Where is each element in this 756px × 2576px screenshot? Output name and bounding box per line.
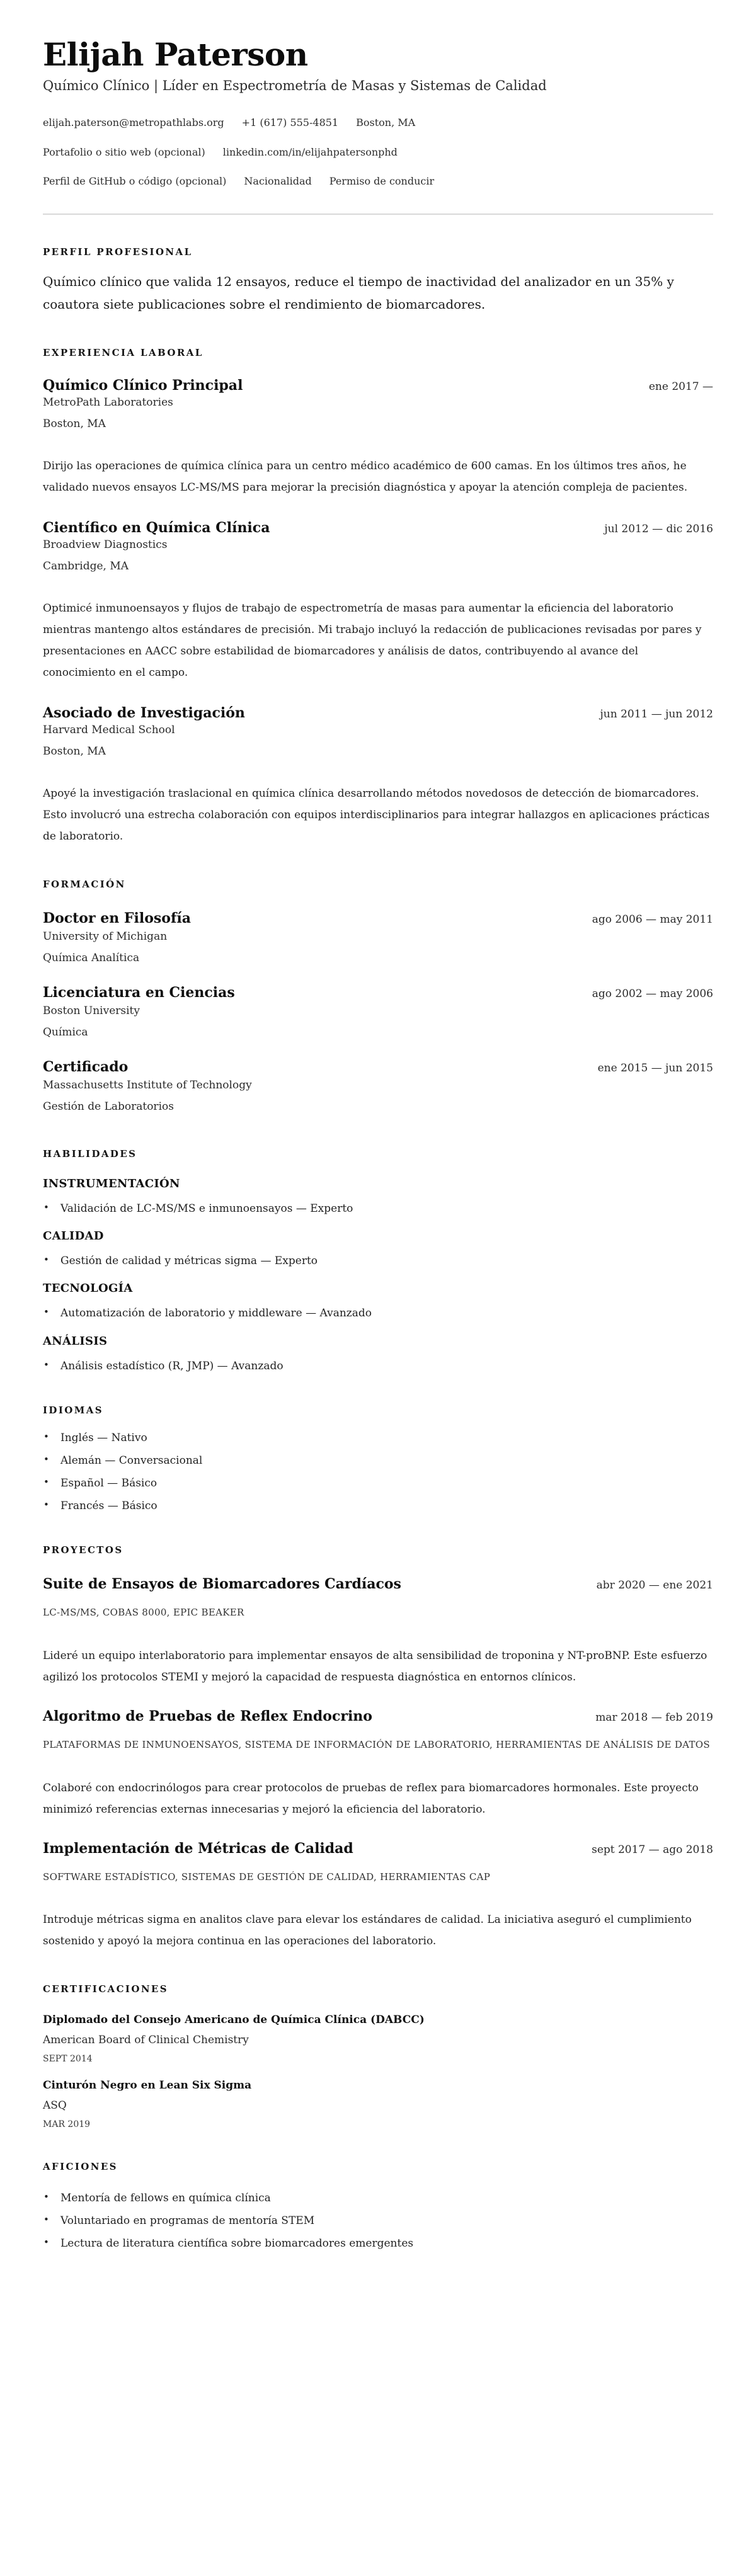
section-title-hobbies: AFICIONES	[43, 2161, 118, 2173]
degree-dates: ene 2015 — jun 2015	[597, 1062, 713, 1075]
contact-portfolio[interactable]: Portafolio o sitio web (opcional)	[43, 145, 205, 158]
job-title: Científico en Química Clínica	[43, 520, 270, 537]
hobby-item: • Mentoría de fellows en química clínica	[43, 2191, 713, 2205]
certification-date: SEPT 2014	[43, 2054, 93, 2065]
job-location: Cambridge, MA	[43, 560, 129, 573]
skill-group	[43, 1177, 713, 1216]
skill-item: • Automatización de laboratorio y middleware — Avanzado	[43, 1306, 713, 1320]
project-entry	[43, 1840, 713, 1952]
skill-list	[43, 1306, 713, 1320]
hobby-list	[43, 2191, 713, 2250]
section-certifications	[43, 1983, 713, 2129]
project-name: Algoritmo de Pruebas de Reflex Endocrino	[43, 1707, 372, 1724]
degree-dates: ago 2002 — may 2006	[592, 988, 713, 1001]
contact-block	[43, 117, 713, 188]
certification-issuer: American Board of Clinical Chemistry	[43, 2034, 249, 2047]
experience-entry	[43, 377, 713, 498]
section-title-profile: PERFIL PROFESIONAL	[43, 246, 193, 258]
job-company: Harvard Medical School	[43, 724, 175, 737]
job-description: Dirijo las operaciones de química clínica para un centro médico académico de 600 camas. En los últimos tres años, he validado nuevos ensayos LC-MS/MS para mejorar la precisión diagnóstica y apoyar la atención compleja de pacientes.	[43, 460, 688, 494]
contact-linkedin[interactable]: linkedin.com/in/elijahpatersonphd	[222, 145, 398, 158]
degree-field: Química Analítica	[43, 952, 140, 965]
school-name: Massachusetts Institute of Technology	[43, 1079, 252, 1092]
section-title-projects: PROYECTOS	[43, 1544, 123, 1556]
degree-title: Certificado	[43, 1059, 129, 1076]
hobby-item: • Lectura de literatura científica sobre biomarcadores emergentes	[43, 2237, 713, 2250]
section-languages	[43, 1405, 713, 1513]
skill-item: • Análisis estadístico (R, JMP) — Avanzado	[43, 1359, 713, 1373]
section-profile	[43, 246, 713, 316]
job-title: Asociado de Investigación	[43, 705, 245, 722]
skill-category: TECNOLOGÍA	[43, 1282, 133, 1296]
section-title-skills: HABILIDADES	[43, 1148, 137, 1160]
certification-entry	[43, 2014, 713, 2064]
project-entry	[43, 1576, 713, 1688]
degree-field: Gestión de Laboratorios	[43, 1100, 174, 1114]
project-dates: mar 2018 — feb 2019	[595, 1711, 713, 1724]
section-title-experience: EXPERIENCIA LABORAL	[43, 347, 203, 359]
contact-row-extra	[43, 175, 713, 188]
certification-entry	[43, 2079, 713, 2129]
skill-list	[43, 1254, 713, 1268]
contact-nationality: Nacionalidad	[244, 175, 312, 188]
resume-header	[43, 37, 713, 215]
profile-summary: Químico clínico que valida 12 ensayos, reduce el tiempo de inactividad del analizador en un 35% y coautora siete publicaciones sobre el rendimiento de biomarcadores.	[43, 274, 674, 312]
project-entry	[43, 1708, 713, 1820]
language-item: • Español — Básico	[43, 1476, 713, 1490]
language-item: • Francés — Básico	[43, 1499, 713, 1513]
job-dates: ene 2017 —	[648, 380, 713, 394]
job-title: Químico Clínico Principal	[43, 377, 243, 394]
skill-item: • Validación de LC-MS/MS e inmunoensayos — Experto	[43, 1202, 713, 1216]
section-hobbies	[43, 2161, 713, 2250]
job-description: Optimicé inmunoensayos y flujos de trabajo de espectrometría de masas para aumentar la eficiencia del laboratorio mientras mantengo altos estándares de precisión. Mi trabajo incluyó la redacción de publicaciones revisadas por pares y presentaciones en AACC sobre estabilidad de biomarcadores y análisis de datos, contribuyendo al avance del conocimiento en el campo.	[43, 602, 702, 680]
skill-group	[43, 1229, 713, 1268]
degree-title: Doctor en Filosofía	[43, 910, 192, 927]
education-entry	[43, 984, 713, 1039]
skill-list	[43, 1359, 713, 1373]
contact-row-primary	[43, 117, 713, 130]
job-location: Boston, MA	[43, 745, 106, 758]
candidate-headline: Químico Clínico | Líder en Espectrometría de Masas y Sistemas de Calidad	[43, 77, 547, 93]
job-dates: jul 2012 — dic 2016	[604, 523, 713, 536]
project-tech: SOFTWARE ESTADÍSTICO, SISTEMAS DE GESTIÓN DE CALIDAD, HERRAMIENTAS CAP	[43, 1871, 491, 1883]
contact-location: Boston, MA	[356, 116, 416, 128]
section-title-languages: IDIOMAS	[43, 1404, 103, 1416]
contact-email[interactable]: elijah.paterson@metropathlabs.org	[43, 116, 224, 128]
job-dates: jun 2011 — jun 2012	[600, 708, 713, 721]
project-dates: abr 2020 — ene 2021	[596, 1579, 713, 1592]
experience-entry	[43, 520, 713, 683]
degree-field: Química	[43, 1026, 88, 1039]
experience-entry	[43, 705, 713, 847]
skill-category: ANÁLISIS	[43, 1334, 108, 1348]
degree-dates: ago 2006 — may 2011	[592, 913, 713, 926]
skill-category: INSTRUMENTACIÓN	[43, 1177, 180, 1191]
skill-group	[43, 1282, 713, 1320]
certification-name: Cinturón Negro en Lean Six Sigma	[43, 2079, 252, 2092]
certification-date: MAR 2019	[43, 2119, 91, 2130]
job-company: Broadview Diagnostics	[43, 539, 168, 552]
section-projects	[43, 1544, 713, 1952]
certification-issuer: ASQ	[43, 2099, 67, 2112]
candidate-name: Elijah Paterson	[43, 36, 308, 73]
section-education	[43, 879, 713, 1113]
job-location: Boston, MA	[43, 418, 106, 431]
certification-name: Diplomado del Consejo Americano de Química Clínica (DABCC)	[43, 2014, 425, 2027]
section-title-certifications: CERTIFICACIONES	[43, 1983, 168, 1995]
education-entry	[43, 1059, 713, 1113]
language-item: • Inglés — Nativo	[43, 1431, 713, 1445]
language-list	[43, 1431, 713, 1513]
skill-group	[43, 1335, 713, 1373]
project-tech: LC-MS/MS, COBAS 8000, EPIC BEAKER	[43, 1607, 244, 1619]
education-entry	[43, 910, 713, 964]
project-description: Colaboré con endocrinólogos para crear protocolos de pruebas de reflex para biomarcadores hormonales. Este proyecto minimizó referencias externas innecesarias y mejoró la eficiencia del laboratorio.	[43, 1781, 699, 1816]
project-name: Suite de Ensayos de Biomarcadores Cardíacos	[43, 1576, 401, 1593]
section-skills	[43, 1148, 713, 1372]
contact-phone[interactable]: +1 (617) 555-4851	[241, 116, 339, 128]
degree-title: Licenciatura en Ciencias	[43, 984, 235, 1001]
hobby-item: • Voluntariado en programas de mentoría STEM	[43, 2214, 713, 2228]
skill-category: CALIDAD	[43, 1229, 104, 1243]
school-name: Boston University	[43, 1005, 140, 1018]
job-company: MetroPath Laboratories	[43, 396, 173, 409]
school-name: University of Michigan	[43, 930, 168, 943]
skill-list	[43, 1202, 713, 1216]
section-title-education: FORMACIÓN	[43, 879, 126, 891]
language-item: • Alemán — Conversacional	[43, 1454, 713, 1468]
contact-github[interactable]: Perfil de GitHub o código (opcional)	[43, 175, 227, 188]
header-divider	[43, 214, 713, 215]
project-tech: PLATAFORMAS DE INMUNOENSAYOS, SISTEMA DE INFORMACIÓN DE LABORATORIO, HERRAMIENTAS DE ANÁLISIS DE DATOS	[43, 1738, 710, 1750]
skill-item: • Gestión de calidad y métricas sigma — Experto	[43, 1254, 713, 1268]
contact-driving-license: Permiso de conducir	[329, 175, 435, 188]
job-description: Apoyé la investigación traslacional en química clínica desarrollando métodos novedosos de detección de biomarcadores. Esto involucró una estrecha colaboración con equipos interdisciplinarios para integrar hallazgos en aplicaciones prácticas de laboratorio.	[43, 787, 710, 843]
contact-row-links	[43, 146, 713, 159]
project-description: Introduje métricas sigma en analitos clave para elevar los estándares de calidad. La iniciativa aseguró el cumplimiento sostenido y apoyó la mejora continua en las operaciones del laboratorio.	[43, 1913, 692, 1948]
project-dates: sept 2017 — ago 2018	[592, 1843, 713, 1856]
section-experience	[43, 347, 713, 847]
project-name: Implementación de Métricas de Calidad	[43, 1840, 353, 1857]
project-description: Lideré un equipo interlaboratorio para implementar ensayos de alta sensibilidad de troponina y NT-proBNP. Este esfuerzo agilizó los protocolos STEMI y mejoró la capacidad de respuesta diagnóstica en entornos clínicos.	[43, 1649, 707, 1684]
